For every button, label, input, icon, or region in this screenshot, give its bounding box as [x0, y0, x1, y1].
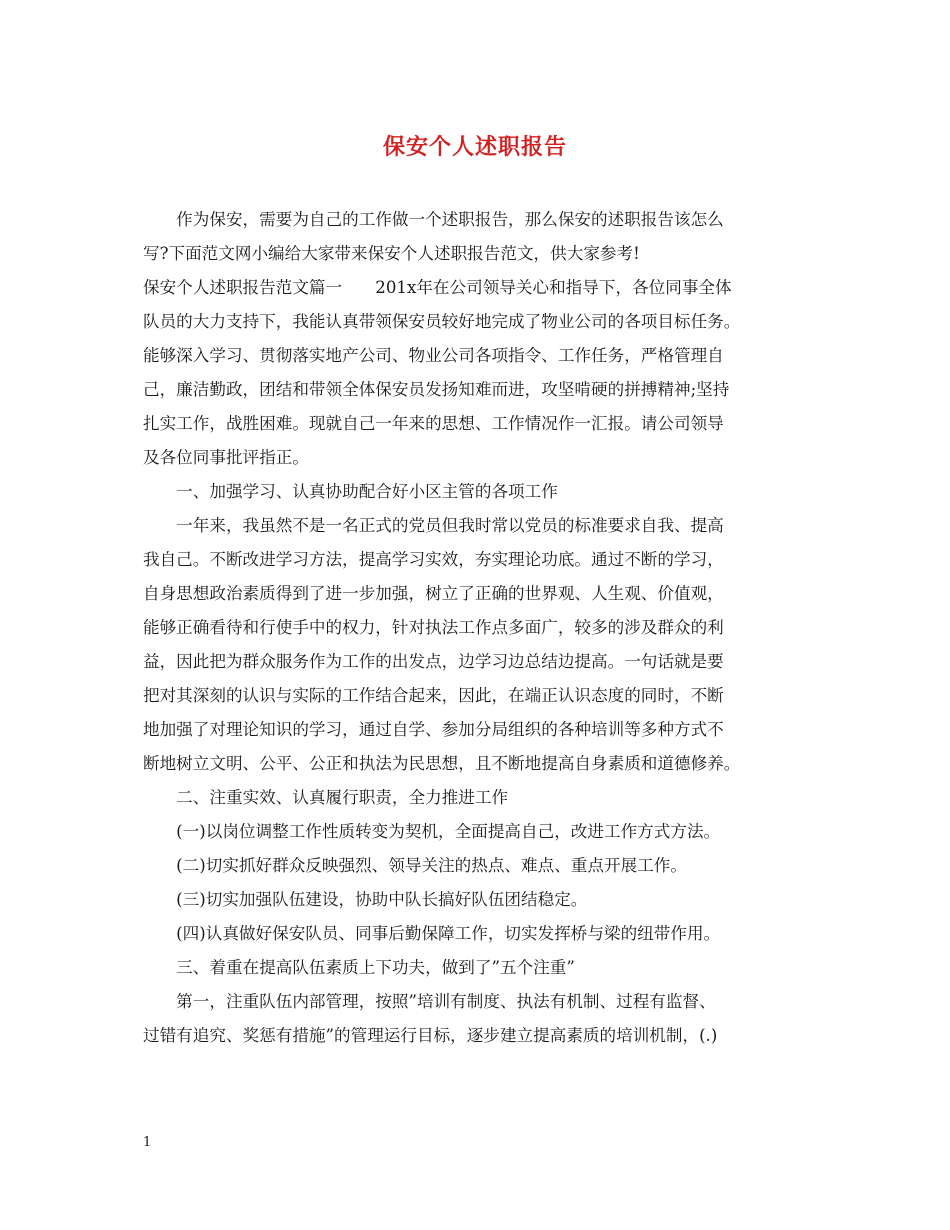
document-body — [143, 203, 823, 1053]
body-line: 能够深入学习、贯彻落实地产公司、物业公司各项指令、工作任务，严格管理自 — [143, 346, 724, 365]
page-number: 1 — [143, 1135, 152, 1150]
section-heading: 二、注重实效、认真履行职责，全力推进工作 — [143, 788, 509, 807]
body-line: 把对其深刻的认识与实际的工作结合起来，因此，在端正认识态度的同时，不断 — [143, 686, 724, 705]
body-line: 第一，注重队伍内部管理，按照”培训有制度、执法有机制、过程有监督、 — [143, 992, 716, 1011]
body-line: 益，因此把为群众服务作为工作的出发点，边学习边总结边提高。一句话就是要 — [143, 652, 724, 671]
body-line: 己，廉洁勤政，团结和带领全体保安员发扬知难而进，攻坚啃硬的拼搏精神;坚持 — [143, 380, 730, 399]
body-line: 断地树立文明、公平、公正和执法为民思想，且不断地提高自身素质和道德修养。 — [143, 754, 741, 773]
body-line: 扎实工作，战胜困难。现就自己一年来的思想、工作情况作一汇报。请公司领导 — [143, 414, 724, 433]
document-title: 保安个人述职报告 — [382, 134, 567, 160]
body-line: 队员的大力支持下，我能认真带领保安员较好地完成了物业公司的各项目标任务。 — [143, 312, 741, 331]
list-item: (一)以岗位调整工作性质转变为契机，全面提高自己，改进工作方式方法。 — [143, 822, 721, 841]
body-line: 地加强了对理论知识的学习，通过自学、参加分局组织的各种培训等多种方式不 — [143, 720, 724, 739]
body-line: 写?下面范文网小编给大家带来保安个人述职报告范文，供大家参考! — [143, 244, 640, 263]
body-line: 能够正确看待和行使手中的权力，针对执法工作点多面广，较多的涉及群众的利 — [143, 618, 724, 637]
section-heading: 三、着重在提高队伍素质上下功夫，做到了”五个注重” — [143, 958, 575, 977]
list-item: (四)认真做好保安队员、同事后勤保障工作，切实发挥桥与梁的纽带作用。 — [143, 924, 721, 943]
body-line: 过错有追究、奖惩有措施”的管理运行目标，逐步建立提高素质的培训机制，(.) — [143, 1026, 718, 1045]
body-line: 我自己。不断改进学习方法，提高学习实效，夯实理论功底。通过不断的学习， — [143, 550, 724, 569]
body-line: 一年来，我虽然不是一名正式的党员但我时常以党员的标准要求自我、提高 — [143, 516, 724, 535]
section-heading: 一、加强学习、认真协助配合好小区主管的各项工作 — [143, 482, 558, 501]
body-line: 及各位同事批评指正。 — [143, 448, 309, 467]
body-line: 保安个人述职报告范文篇一 201x年在公司领导关心和指导下，各位同事全体 — [143, 278, 732, 297]
body-line: 作为保安，需要为自己的工作做一个述职报告，那么保安的述职报告该怎么 — [143, 210, 724, 229]
body-line: 自身思想政治素质得到了进一步加强，树立了正确的世界观、人生观、价值观， — [143, 584, 724, 603]
list-item: (三)切实加强队伍建设，协助中队长搞好队伍团结稳定。 — [143, 890, 588, 909]
list-item: (二)切实抓好群众反映强烈、领导关注的热点、难点、重点开展工作。 — [143, 856, 687, 875]
